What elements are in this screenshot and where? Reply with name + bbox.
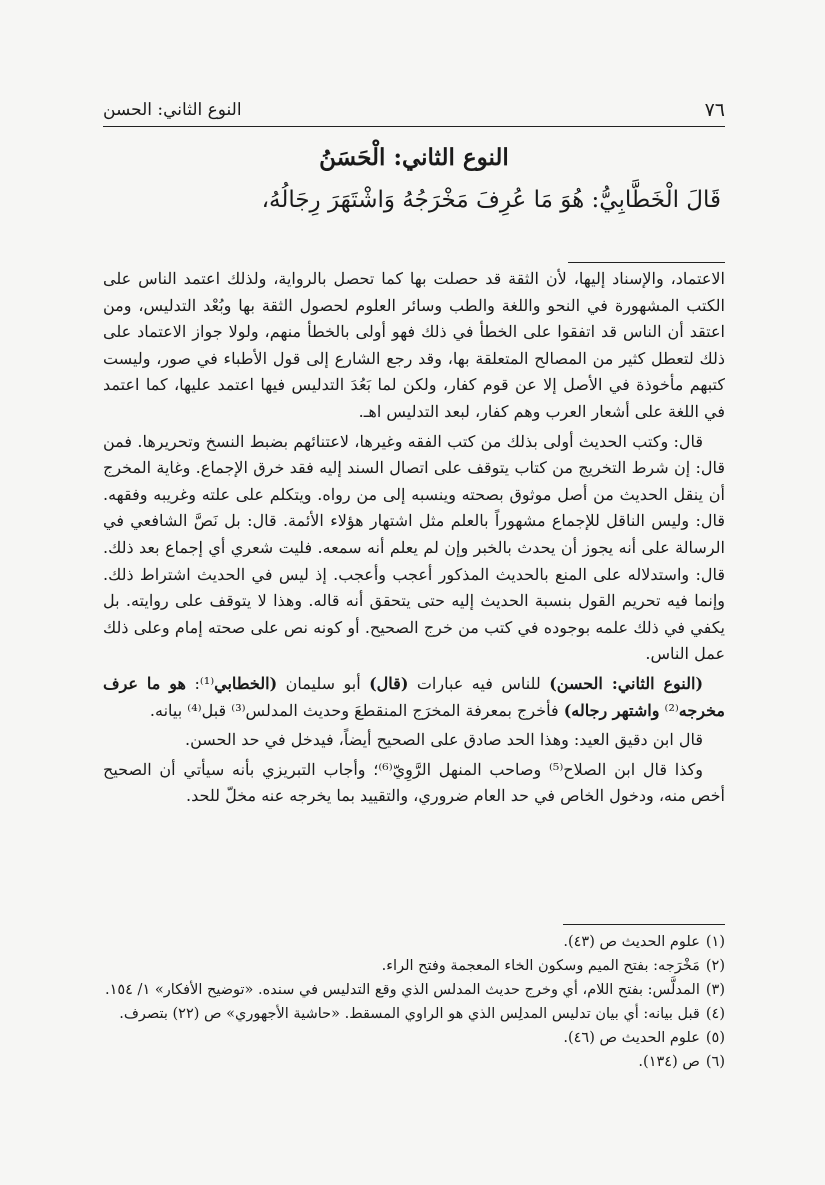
footnote-text: علوم الحديث ص (٤٣). — [563, 934, 700, 950]
footnote-number: (٤) — [705, 1006, 725, 1022]
paragraph-5: وكذا قال ابن الصلاح⁽⁵⁾ وصاحب المنهل الرَّوِيّ⁽⁶⁾؛ وأجاب التبريزي بأنه سيأتي أن الصحيح أخص منه، ودخول الخاص في حد العام ضروري، والتقييد بما يخرجه عنه مخلّ للحد. — [103, 759, 725, 806]
p3-bold-2: (قال) — [369, 673, 409, 693]
footnote-number: (٣) — [705, 982, 725, 998]
running-title: النوع الثاني: الحسن — [103, 100, 242, 120]
p3-text-5: فأخرج بمعرفة المخرَج المنقطعَ وحديث المدلس⁽³⁾ قبل⁽⁴⁾ بيانه. — [149, 700, 564, 720]
paragraph-2: قال: وكتب الحديث أولى بذلك من كتب الفقه وغيرها، لاعتنائهم بضبط النسخ وتحريرها. فمن قال: إن شرط التخريج من كتاب يتوقف على اتصال السند إليه فقد خرق الإجماع. وغاية المخرج أن ينقل الحديث من أصل موثوق بصحته وينسبه إلى من رواه. ويتكلم على علته وغريبه وفقهه. قال: وليس الناقل للإجماع مشهوراً بالعلم مثل اشتهار هؤلاء الأئمة. قال: بل نَصَّ الشافعي في الرسالة على أنه يجوز أن يحدث بالخبر وإن لم يعلم أنه سمعه. فليت شعري أي إجماع بعد ذلك. قال: واستدلاله على المنع بالحديث المذكور أعجب وأعجب. إذ ليس في الحديث اشتراط ذلك. وإنما فيه تحريم القول بنسبة الحديث إليه حتى يتحقق أنه قاله. وهذا لا يتوقف على روايته. بل يكفي في ذلك علمه بوجوده في كتب من خرج الصحيح. أو كونه نص على صحته إمام وعلى ذلك عمل الناس. — [103, 431, 726, 664]
page-number: ٧٦ — [704, 99, 725, 121]
footnotes — [103, 930, 725, 1074]
section-title: النوع الثاني: الْحَسَنُ — [319, 144, 509, 171]
separator-rule — [568, 262, 725, 263]
paragraph-1: الاعتماد، والإسناد إليها، لأن الثقة قد حصلت بها كما تحصل بالرواية، ولذلك اعتمد الناس على الكتب المشهورة في النحو واللغة والطب وسائر العلوم لحصول الثقة بها وبُعْد التدليس، ومن اعتقد أن الناس قد اتفقوا على الخطأ في ذلك فهو أولى بالخطأ منهم، ولولا جواز الاعتماد على ذلك لتعطل كثير من المصالح المتعلقة بها، وقد رجع الشارع إلى قول الأطباء في صور، وليست كتبهم مأخوذة في الأصل إلا عن قوم كفار، ولكن لما بَعُدَ التدليس فيها اعتمد عليها، كما اعتمد في اللغة على أشعار العرب وهم كفار، لبعد التدليس اهـ. — [103, 269, 726, 421]
footnote-number: (٦) — [705, 1054, 725, 1070]
footnote — [103, 1026, 725, 1050]
footnote — [103, 954, 725, 978]
page-header — [103, 95, 725, 125]
footnote — [103, 930, 725, 954]
paragraph-3 — [103, 671, 725, 724]
p3-text-2: أبو سليمان — [277, 673, 370, 693]
footnote-rule — [563, 924, 725, 925]
footnote-text: ص (١٣٤). — [638, 1054, 700, 1070]
p3-text-4: ⁽²⁾ — [659, 700, 679, 720]
title-block — [103, 140, 725, 213]
footnote-text: مَخْرَجه: بفتح الميم وسكون الخاء المعجمة وفتح الراء. — [381, 958, 700, 974]
p3-bold-3: (الخطابي — [214, 673, 278, 693]
footnote — [103, 1002, 725, 1026]
p3-bold-5: واشتهر رجاله) — [563, 700, 660, 720]
footnote-text: علوم الحديث ص (٤٦). — [563, 1030, 700, 1046]
p3-text-3: ⁽¹⁾: — [186, 673, 215, 693]
footnote — [103, 978, 725, 1002]
p3-bold-1: (النوع الثاني: الحسن) — [549, 673, 704, 693]
footnote-number: (٢) — [705, 958, 725, 974]
footnote-number: (١) — [705, 934, 725, 950]
footnote-text: قبل بيانه: أي بيان تدليس المدلِس الذي هو الراوي المسقط. «حاشية الأجهوري» ص (٢٢) بتصرف. — [119, 1006, 700, 1022]
body-text — [103, 266, 725, 906]
footnote — [103, 1050, 725, 1074]
footnote-number: (٥) — [705, 1030, 725, 1046]
khattabi-quote: قَالَ الْخَطَّابِيُّ: هُوَ مَا عُرِفَ مَخْرَجُهُ وَاشْتَهَرَ رِجَالُهُ، — [261, 187, 721, 213]
p3-text-1: للناس فيه عبارات — [408, 673, 550, 693]
header-rule — [103, 126, 725, 127]
p3-bold-4: هو ما عرف مخرجه — [103, 673, 725, 720]
paragraph-4: قال ابن دقيق العيد: وهذا الحد صادق على الصحيح أيضاً، فيدخل في حد الحسن. — [184, 730, 703, 750]
footnote-text: المدلَّس: بفتح اللام، أي وخرج حديث المدلس الذي وقع التدليس في سنده. «توضيح الأفكار» ١/ ١٥٤. — [104, 982, 700, 998]
